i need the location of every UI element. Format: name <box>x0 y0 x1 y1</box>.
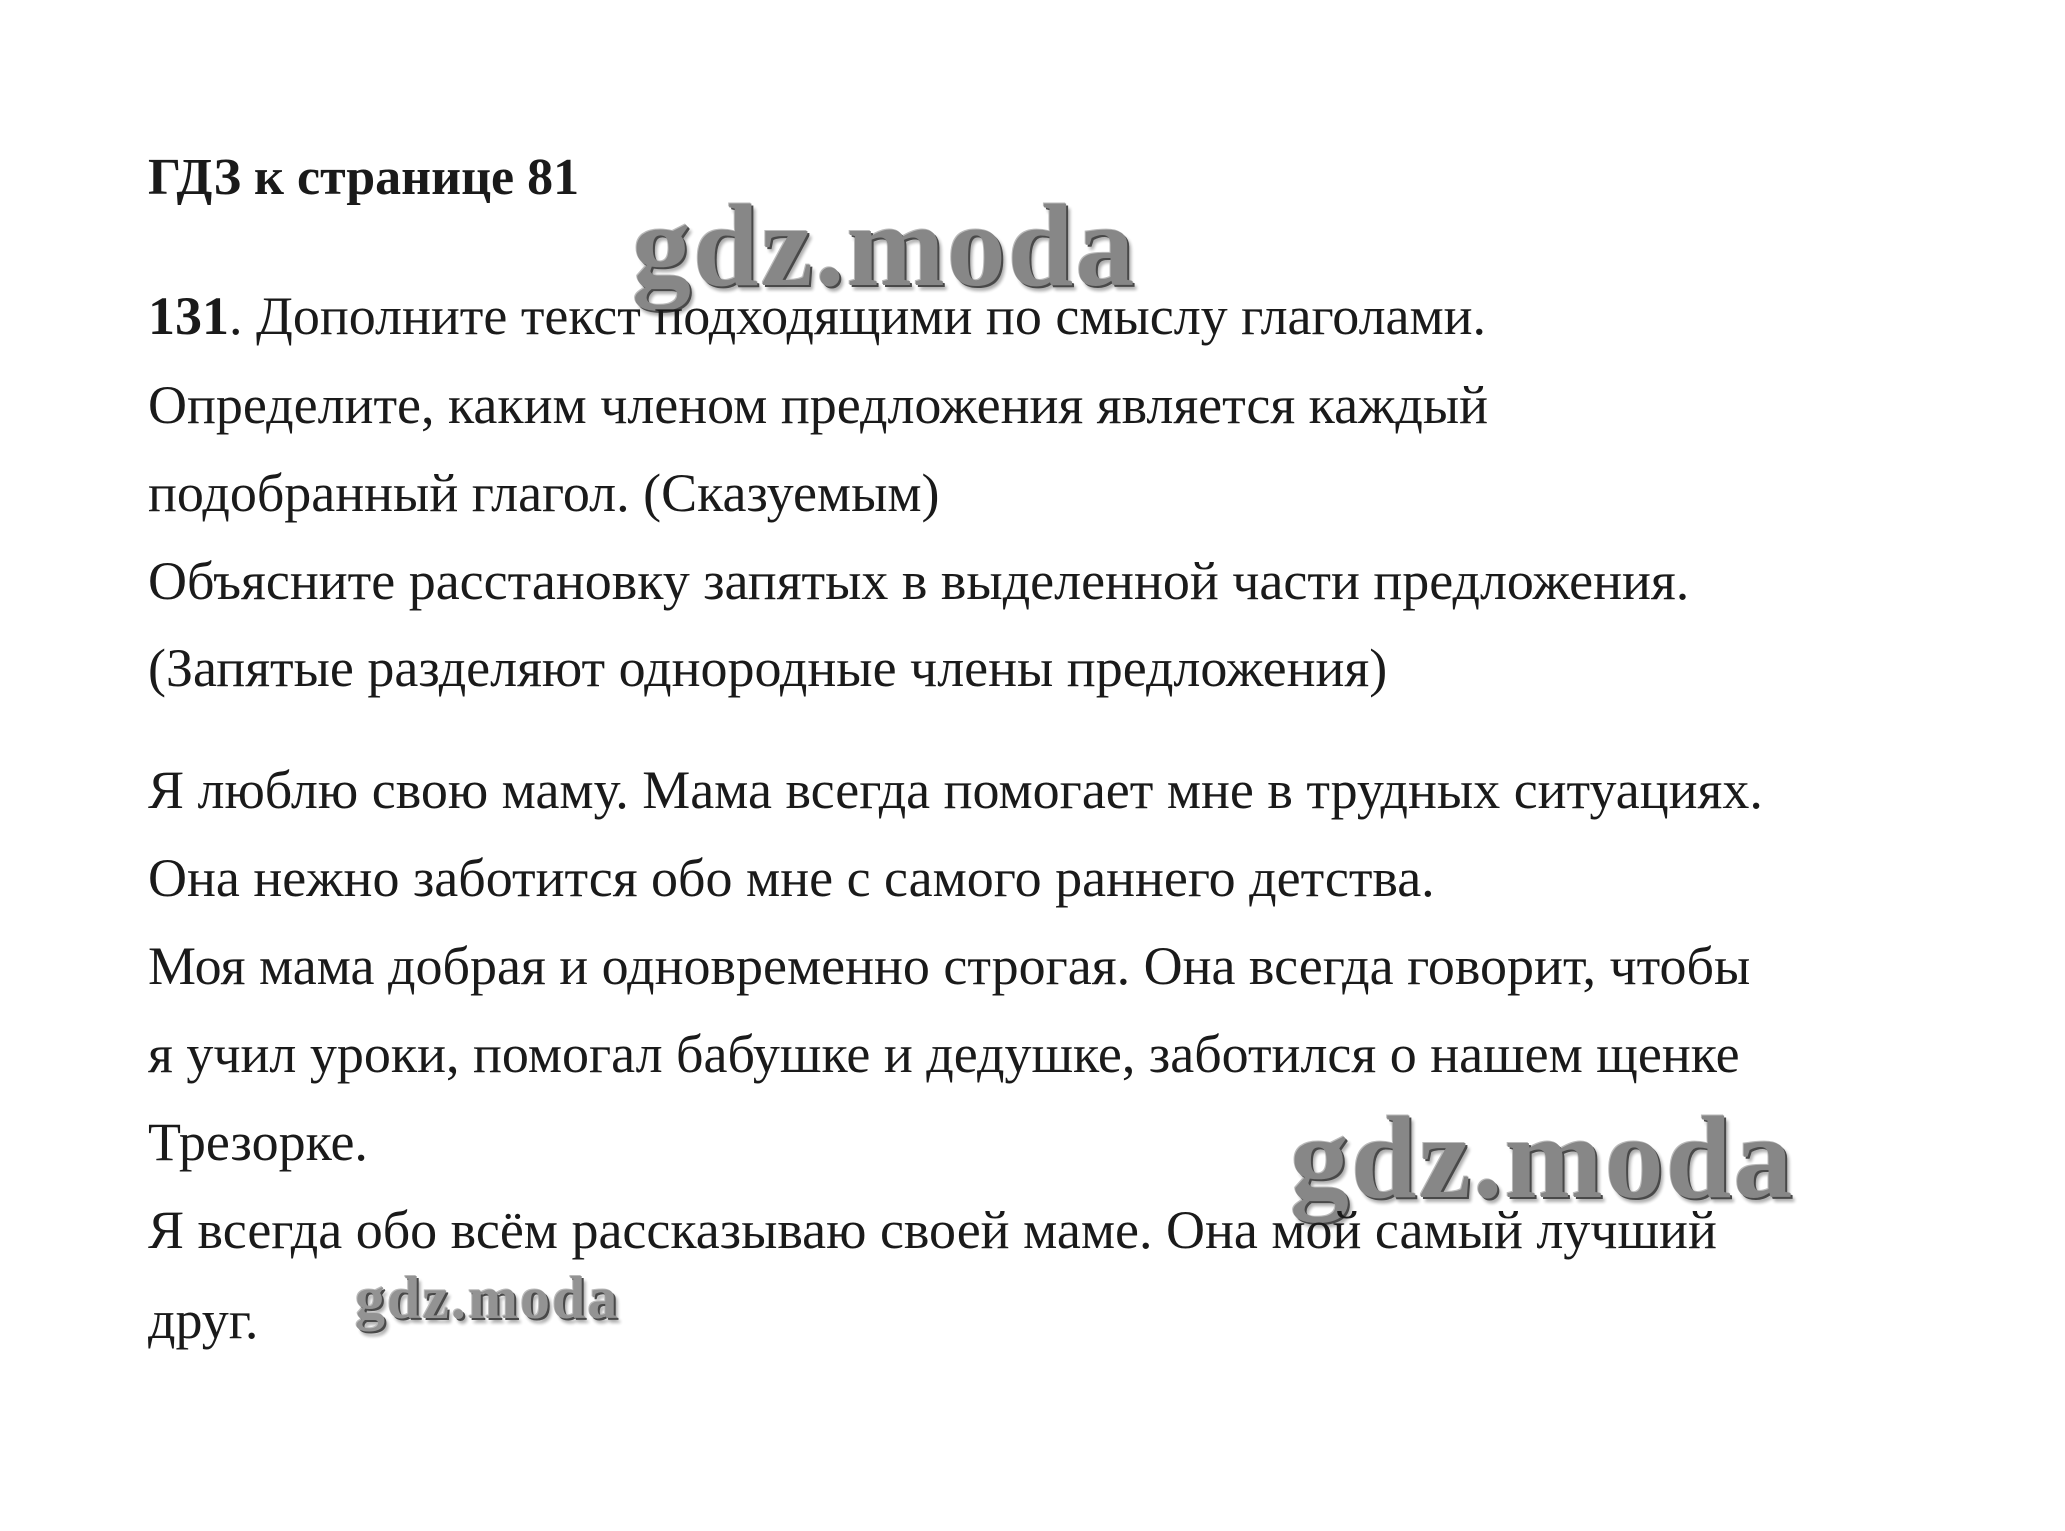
task-line-3: подобранный глагол. (Сказуемым) <box>148 463 940 523</box>
answer-line-7: друг. <box>148 1290 259 1350</box>
watermark-top: gdz.moda <box>632 180 1137 311</box>
task-line-1 <box>148 286 1486 346</box>
task-line-2: Определите, каким членом предложения является каждый <box>148 375 1489 435</box>
task-number: 131 <box>148 286 229 346</box>
task-line-1-text: . Дополните текст подходящими по смыслу глаголами. <box>229 286 1487 346</box>
page-heading: ГДЗ к странице 81 <box>148 149 580 206</box>
task-line-4: Объясните расстановку запятых в выделенной части предложения. <box>148 551 1690 611</box>
watermark-bottom: gdz.moda <box>355 1265 620 1331</box>
answer-line-2: Она нежно заботится обо мне с самого раннего детства. <box>148 848 1435 908</box>
answer-line-6: Я всегда обо всём рассказываю своей маме. Она мой самый лучший <box>148 1200 1717 1260</box>
task-line-5: (Запятые разделяют однородные члены предложения) <box>148 638 1388 698</box>
answer-line-3: Моя мама добрая и одновременно строгая. Она всегда говорит, чтобы <box>148 936 1751 996</box>
answer-line-5: Трезорке. <box>148 1112 368 1172</box>
answer-line-1: Я люблю свою маму. Мама всегда помогает мне в трудных ситуациях. <box>148 760 1763 820</box>
answer-line-4: я учил уроки, помогал бабушке и дедушке, заботился о нашем щенке <box>148 1024 1740 1084</box>
watermark-middle: gdz.moda <box>1290 1092 1795 1223</box>
